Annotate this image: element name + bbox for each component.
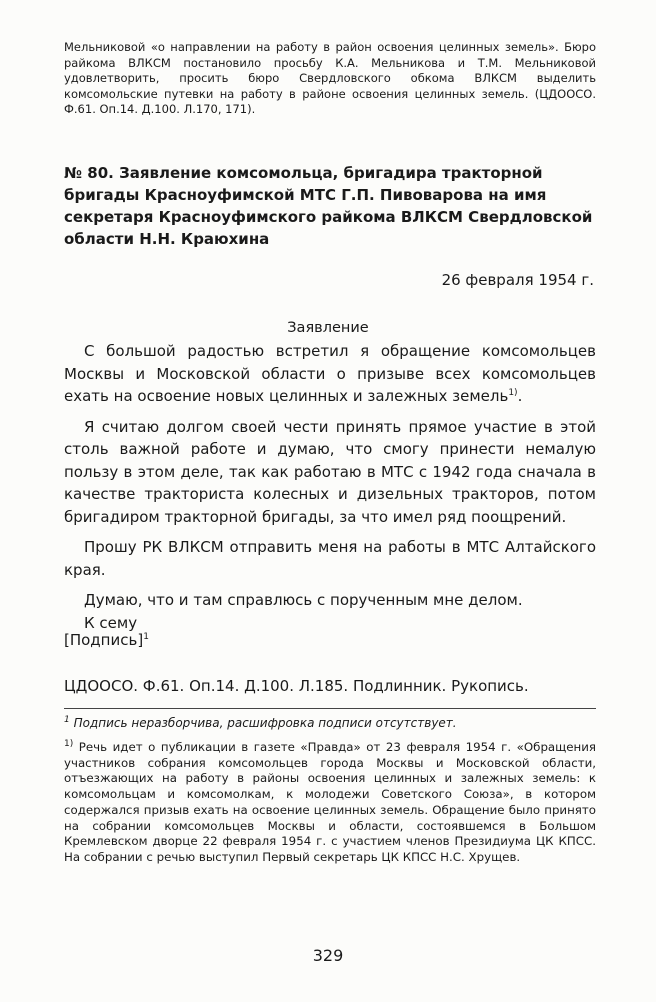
document-subtitle: Заявление	[287, 320, 369, 336]
footnote-2-text: Речь идет о публикации в газете «Правда» от 23 февраля 1954 г. «Обращения участников собрания комсомольцев города Москвы и Московской области, отъезжающих на работу в районы освоения целинных и залежных земель: к комсомольцам и комсомолкам, к молодежи Советского Союза», в котором содержался призыв ехать на освоение целинных земель. Обращение было принято на собрании комсомольцев Москвы и области, состоявшемся в Большом Кремлевском дворце 22 февраля 1954 г. с участием членов Президиума ЦК КПСС. На собрании с речью выступил Первый секретарь ЦК КПСС Н.С. Хрущев.	[64, 740, 597, 864]
body-paragraph-4: Думаю, что и там справлюсь с порученным мне делом.	[84, 591, 523, 609]
body-paragraph-3: Прошу РК ВЛКСМ отправить меня на работы в МТС Алтайского края.	[64, 538, 596, 579]
footnote-2	[64, 740, 596, 866]
preceding-document-note: Мельниковой «о направлении на работу в район освоения целинных земель». Бюро райкома ВЛКСМ постановило просьбу К.А. Мельникова и Т.М. Мельниковой удовлетворить, просить бюро Свердловского обкома ВЛКСМ выделить комсомольские путевки на работу в районе освоения целинных земель. (ЦДООСО. Ф.61. Оп.14. Д.100. Л.170, 171).	[64, 40, 596, 116]
body-paragraph-2: Я считаю долгом своей чести принять прямое участие в этой столь важной работе и думаю, что смогу принести немалую пользу в этом деле, так как работаю в МТС с 1942 года сначала в качестве тракториста колесных и дизельных тракторов, потом бригадиром тракторной бригады, за что имел ряд поощрений.	[64, 417, 596, 526]
body-paragraph-1	[64, 340, 596, 408]
signature-line	[64, 630, 149, 650]
document-body	[64, 340, 596, 642]
document-date: 26 февраля 1954 г.	[441, 271, 594, 289]
document-heading: № 80. Заявление комсомольца, бригадира тракторной бригады Красноуфимской МТС Г.П. Пивоварова на имя секретаря Красноуфимского райкома ВЛКСМ Свердловской области Н.Н. Краюхина	[64, 164, 593, 248]
footnote-1	[64, 715, 596, 731]
footnote-divider	[64, 708, 596, 709]
closing-line: К сему	[84, 613, 138, 632]
page-number: 329	[312, 946, 344, 965]
footnote-1-text: Подпись неразборчива, расшифровка подписи отсутствует.	[73, 716, 457, 730]
body-paragraph-1-text: С большой радостью встретил я обращение комсомольцев Москвы и Московской области о призыве всех комсомольцев ехать на освоение новых целинных и залежных земель	[64, 342, 596, 405]
archive-reference: ЦДООСО. Ф.61. Оп.14. Д.100. Л.185. Подлинник. Рукопись.	[64, 677, 529, 695]
footnote-reference: 1)	[508, 388, 518, 398]
footnote-1-marker: 1	[64, 715, 70, 725]
signature-footnote-reference: 1	[143, 632, 149, 642]
footnote-2-marker: 1)	[64, 739, 74, 750]
body-paragraph-1-end: .	[517, 387, 523, 405]
signature-text: [Подпись]	[64, 631, 144, 649]
